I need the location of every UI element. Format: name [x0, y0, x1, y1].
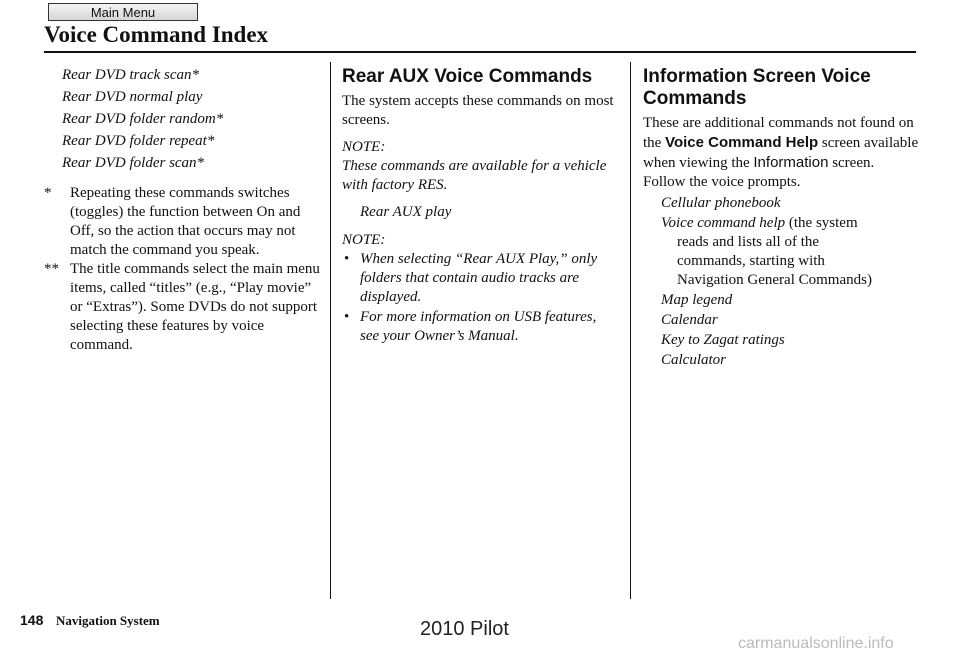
column-divider-left	[330, 62, 331, 599]
title-rule	[44, 51, 916, 53]
column-middle	[342, 66, 618, 347]
footnote-mark: *	[44, 185, 52, 201]
main-menu-button[interactable]: Main Menu	[48, 3, 198, 21]
note-label: NOTE:	[342, 139, 386, 155]
section-intro: The system accepts these commands on most screens.	[342, 93, 614, 128]
bullet-text: For more information on USB features, see your Owner’s Manual.	[360, 309, 597, 344]
information-command-list	[661, 194, 919, 370]
bullet-icon: •	[344, 309, 350, 325]
note-bullet-list	[342, 250, 618, 346]
page-number: 148	[20, 612, 44, 628]
column-divider-right	[630, 62, 631, 599]
command-name: Calendar	[661, 312, 718, 328]
intro-text: These are additional commands not found on the	[643, 115, 914, 151]
command-name: Map legend	[661, 292, 733, 308]
list-item	[661, 291, 919, 310]
watermark-model: 2010 Pilot	[420, 618, 509, 640]
list-item	[661, 331, 919, 350]
list-item	[661, 214, 919, 290]
ui-term-voice-command-help: Voice Command Help	[665, 134, 819, 151]
command-name: Cellular phonebook	[661, 195, 781, 211]
command-description-line: reads and lists all of the	[677, 234, 820, 250]
section-heading-rear-aux: Rear AUX Voice Commands	[342, 66, 593, 87]
footnote-double-star	[44, 260, 324, 355]
command-item: Rear AUX play	[360, 204, 452, 220]
command-item: Rear DVD folder repeat*	[62, 133, 215, 149]
watermark-site[interactable]: carmanualsonline.info	[738, 635, 894, 652]
footnote-mark: **	[44, 261, 59, 277]
list-item	[661, 311, 919, 330]
list-item	[661, 194, 919, 213]
list-item	[661, 351, 919, 370]
bullet-icon: •	[344, 251, 350, 267]
command-description-line: Navigation General Commands)	[677, 272, 872, 288]
section-intro	[643, 114, 919, 192]
footnote-single-star	[44, 184, 324, 260]
intro-text: screen available when viewing the	[643, 135, 919, 171]
intro-text: screen. Follow the voice prompts.	[643, 155, 875, 190]
command-item: Rear DVD normal play	[62, 89, 203, 105]
command-item: Rear DVD track scan*	[62, 67, 200, 83]
column-left	[44, 66, 324, 355]
footnote-text: The title commands select the main menu items, called “titles” (e.g., “Play movie” or “Extras”). Some DVDs do not support selecting these features by voice command.	[70, 261, 320, 353]
command-item: Rear DVD folder random*	[62, 111, 224, 127]
footer-label: Navigation System	[56, 613, 160, 628]
footnote-text: Repeating these commands switches (toggles) the function between On and Off, so the action that occurs may not match the command you speak.	[70, 185, 301, 258]
list-item	[342, 308, 618, 346]
ui-term-information: Information	[753, 154, 829, 171]
column-right	[643, 66, 919, 371]
note-text: These commands are available for a vehicle with factory RES.	[342, 158, 607, 193]
page-title: Voice Command Index	[44, 22, 269, 47]
list-item	[342, 250, 618, 307]
note-label: NOTE:	[342, 232, 386, 248]
section-heading-information: Information Screen Voice Commands	[643, 66, 871, 109]
command-name: Voice command help	[661, 215, 786, 231]
command-name: Key to Zagat ratings	[661, 332, 785, 348]
command-description-line: commands, starting with	[677, 253, 825, 269]
bullet-text: When selecting “Rear AUX Play,” only folders that contain audio tracks are displayed.	[360, 251, 598, 305]
command-name: Calculator	[661, 352, 727, 368]
command-description: (the system	[785, 215, 858, 231]
command-item: Rear DVD folder scan*	[62, 155, 205, 171]
